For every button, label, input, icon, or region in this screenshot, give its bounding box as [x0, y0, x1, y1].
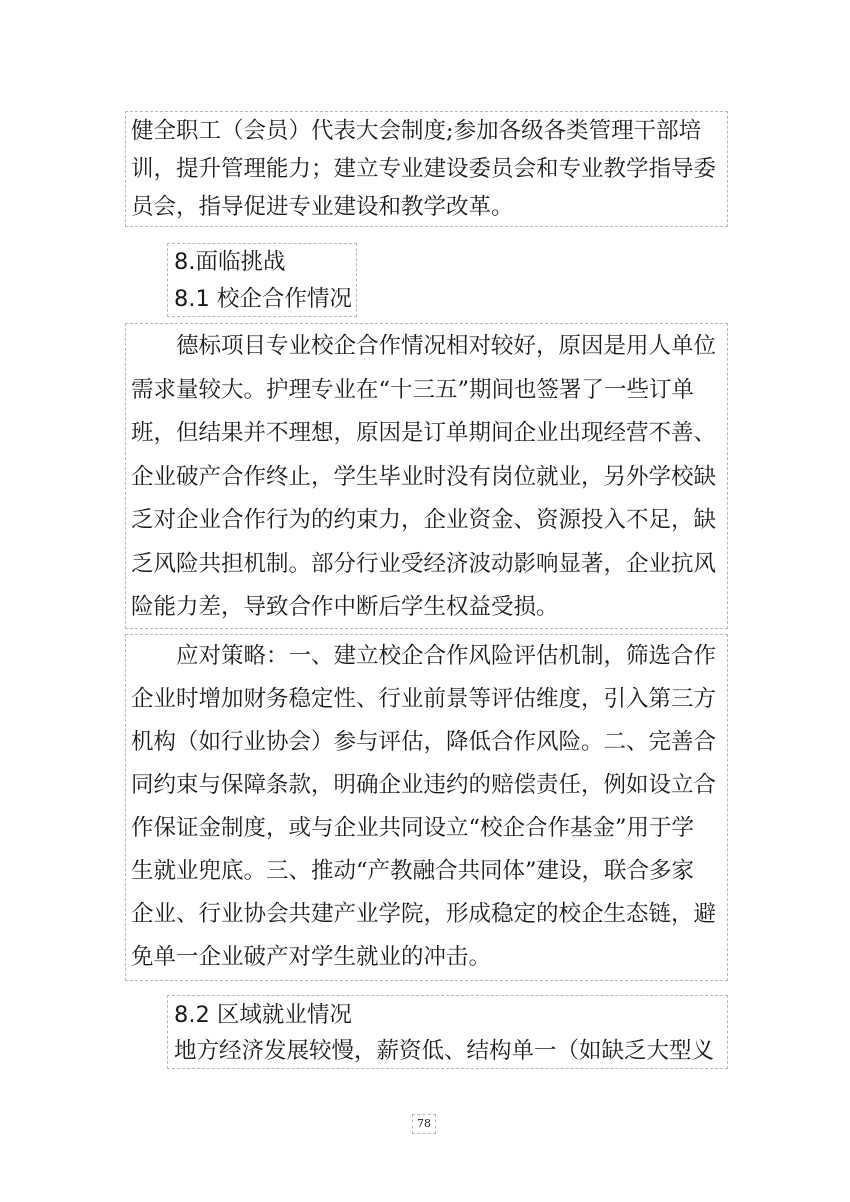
text-line: 乏对企业合作行为的约束力，企业资金、资源投入不足，缺: [131, 507, 717, 533]
text-line: 企业破产合作终止，学生毕业时没有岗位就业，另外学校缺: [131, 463, 717, 490]
text-line: 需求量较大。护理专业在“十三五”期间也签署了一些订单: [131, 376, 695, 403]
text-line: 险能力差，导致合作中断后学生权益受损。: [131, 594, 559, 620]
text-line: 机构（如行业协会）参与评估，降低合作风险。二、完善合: [131, 729, 717, 755]
text-line: 企业、行业协会共建产业学院，形成稳定的校企生态链，避: [131, 901, 717, 927]
section-heading-challenges: [167, 243, 357, 317]
text-line: 生就业兜底。三、推动“产教融合共同体”建设，联合多家: [131, 858, 695, 884]
text-line: 德标项目专业校企合作情况相对较好，原因是用人单位: [176, 333, 717, 359]
text-line: 作保证金制度，或与企业共同设立“校企合作基金”用于学: [131, 815, 695, 841]
page-number: 78: [412, 1114, 436, 1134]
text-line: 企业时增加财务稳定性、行业前景等评估维度，引入第三方: [131, 686, 717, 712]
text-line: 应对策略：一、建立校企合作风险评估机制，筛选合作: [176, 643, 717, 669]
paragraph-strategy: [125, 634, 728, 981]
text-line: 同约束与保障条款，明确企业违约的赔偿责任，例如设立合: [131, 772, 717, 798]
text-line: 训，提升管理能力；建立专业建设委员会和专业教学指导委: [131, 156, 717, 182]
heading-8: 8.面临挑战: [174, 249, 286, 275]
heading-8-2: 8.2 区域就业情况: [174, 1002, 352, 1028]
paragraph-employment-line: 地方经济发展较慢，薪资低、结构单一（如缺乏大型义: [174, 1038, 715, 1064]
paragraph-school-enterprise: [125, 323, 728, 629]
text-line: 免单一企业破产对学生就业的冲击。: [131, 944, 492, 970]
paragraph-governance: [125, 111, 728, 227]
heading-8-1: 8.1 校企合作情况: [174, 286, 352, 312]
section-heading-employment: [167, 995, 728, 1069]
text-line: 乏风险共担机制。部分行业受经济波动影响显著，企业抗风: [131, 550, 717, 577]
text-line: 健全职工（会员）代表大会制度;参加各级各类管理干部培: [131, 118, 702, 144]
text-line: 班，但结果并不理想，原因是订单期间企业出现经营不善、: [131, 420, 717, 446]
text-line: 员会，指导促进专业建设和教学改革。: [131, 194, 514, 220]
